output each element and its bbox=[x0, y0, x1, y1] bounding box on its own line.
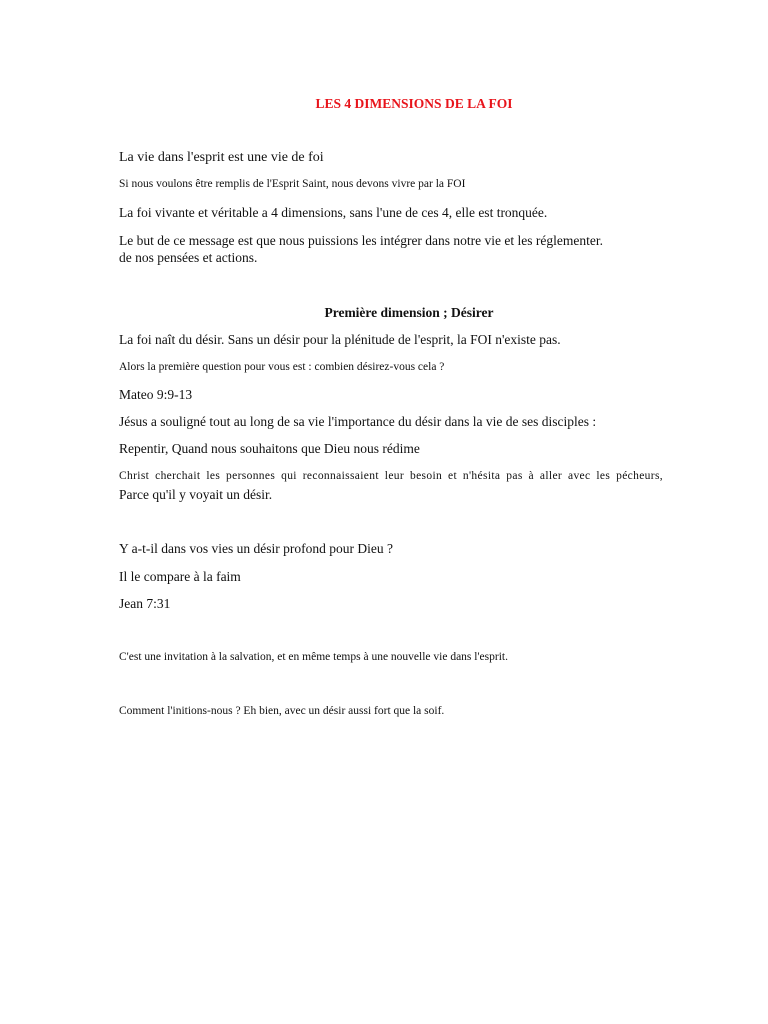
intro-line-3: La foi vivante et véritable a 4 dimensions, sans l'une de ces 4, elle est tronquée. bbox=[119, 205, 548, 220]
intro-line-4b: de nos pensées et actions. bbox=[119, 250, 258, 265]
paragraph-1: La foi naît du désir. Sans un désir pour la plénitude de l'esprit, la FOI n'existe pas. bbox=[119, 332, 561, 347]
paragraph-4: Jésus a souligné tout au long de sa vie l'importance du désir dans la vie de ses disciples : bbox=[119, 414, 597, 429]
paragraph-8: Il le compare à la faim bbox=[119, 569, 241, 584]
intro-line-2: Si nous voulons être remplis de l'Esprit Saint, nous devons vivre par la FOI bbox=[119, 178, 466, 190]
paragraph-10: C'est une invitation à la salvation, et en même temps à une nouvelle vie dans l'esprit. bbox=[119, 651, 508, 663]
paragraph-6-line-2: Parce qu'il y voyait un désir. bbox=[119, 487, 273, 502]
paragraph-7: Y a-t-il dans vos vies un désir profond pour Dieu ? bbox=[119, 541, 393, 556]
intro-line-4a: Le but de ce message est que nous puissions les intégrer dans notre vie et les réglementer. bbox=[119, 233, 603, 248]
paragraph-2: Alors la première question pour vous est : combien désirez-vous cela ? bbox=[119, 361, 445, 373]
paragraph-6-text: Christ cherchait les personnes qui reconnaissaient leur besoin et n'hésita pas à aller avec les pécheurs, bbox=[119, 470, 663, 482]
paragraph-11: Comment l'initions-nous ? Eh bien, avec un désir aussi fort que la soif. bbox=[119, 705, 445, 717]
intro-line-1: La vie dans l'esprit est une vie de foi bbox=[119, 150, 324, 165]
section-heading: Première dimension ; Désirer bbox=[324, 305, 494, 320]
document-title: LES 4 DIMENSIONS DE LA FOI bbox=[315, 96, 513, 111]
paragraph-5: Repentir, Quand nous souhaitons que Dieu nous rédime bbox=[119, 441, 420, 456]
bible-reference-jean: Jean 7:31 bbox=[119, 596, 171, 611]
paragraph-6-line-1 bbox=[119, 470, 663, 484]
bible-reference-mateo: Mateo 9:9-13 bbox=[119, 387, 193, 402]
